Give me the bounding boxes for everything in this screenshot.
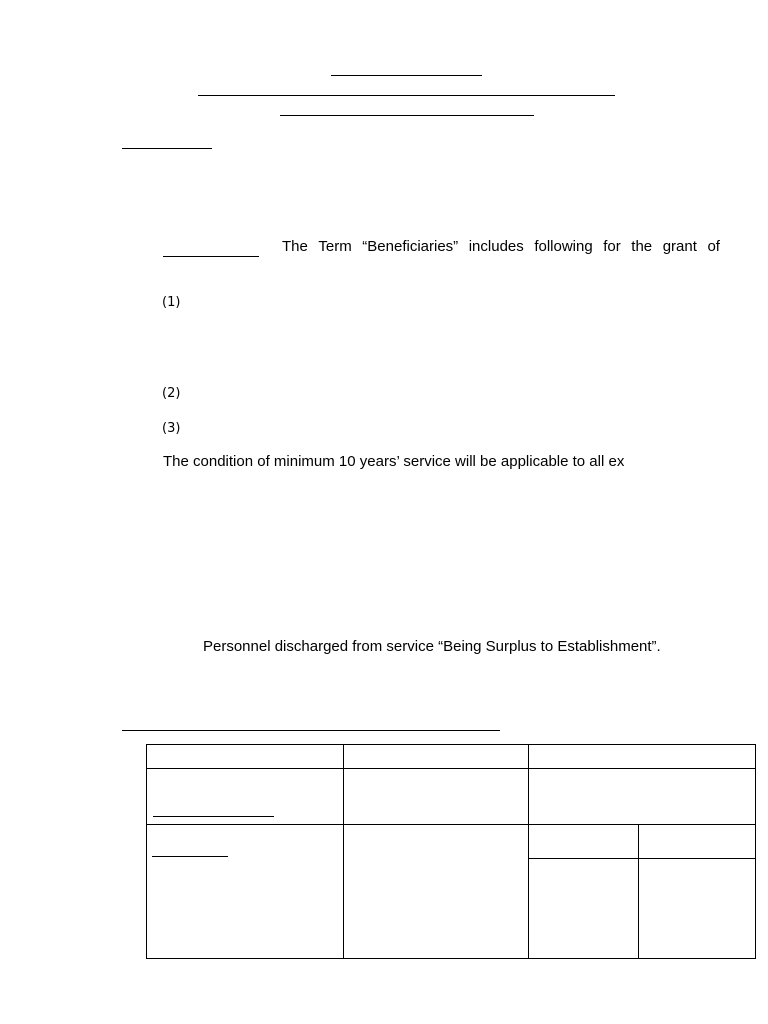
table-cell — [344, 825, 529, 959]
term-word: grant — [662, 238, 697, 255]
table-cell — [529, 769, 756, 825]
cell-label-line — [152, 856, 228, 857]
term-word: for — [603, 238, 621, 255]
table-row — [147, 745, 756, 769]
heading-line-1 — [331, 75, 482, 76]
table-cell — [147, 745, 344, 769]
paragraph-label-line — [163, 256, 259, 257]
table-cell — [147, 825, 344, 959]
term-word: the — [631, 238, 653, 255]
cell-label-line — [153, 816, 274, 817]
table-cell — [529, 859, 639, 959]
table-cell — [344, 745, 529, 769]
list-item-number-1: (1) — [162, 295, 181, 310]
condition-text: The condition of minimum 10 years’ service will be applicable to all ex — [163, 453, 625, 470]
table-cell — [639, 859, 756, 959]
heading-line-2 — [198, 95, 615, 96]
table-cell — [147, 769, 344, 825]
table-cell — [344, 769, 529, 825]
heading-line-3 — [280, 115, 534, 116]
personnel-text: Personnel discharged from service “Being Surplus to Establishment”. — [203, 638, 661, 655]
table-cell — [639, 825, 756, 859]
table-cell — [529, 825, 639, 859]
term-word: The — [282, 238, 308, 255]
table-heading-line — [122, 730, 500, 731]
section-label-line — [122, 148, 212, 149]
document-table — [146, 744, 756, 959]
term-word: of — [707, 238, 720, 255]
term-paragraph — [282, 238, 720, 256]
list-item-number-3: (3) — [162, 421, 181, 436]
term-word: “Beneficiaries” — [362, 238, 459, 255]
list-item-number-2: (2) — [162, 386, 181, 401]
term-word: following — [534, 238, 593, 255]
table-row — [147, 825, 756, 859]
table-row — [147, 769, 756, 825]
term-word: Term — [318, 238, 352, 255]
term-word: includes — [468, 238, 524, 255]
table-cell — [529, 745, 756, 769]
